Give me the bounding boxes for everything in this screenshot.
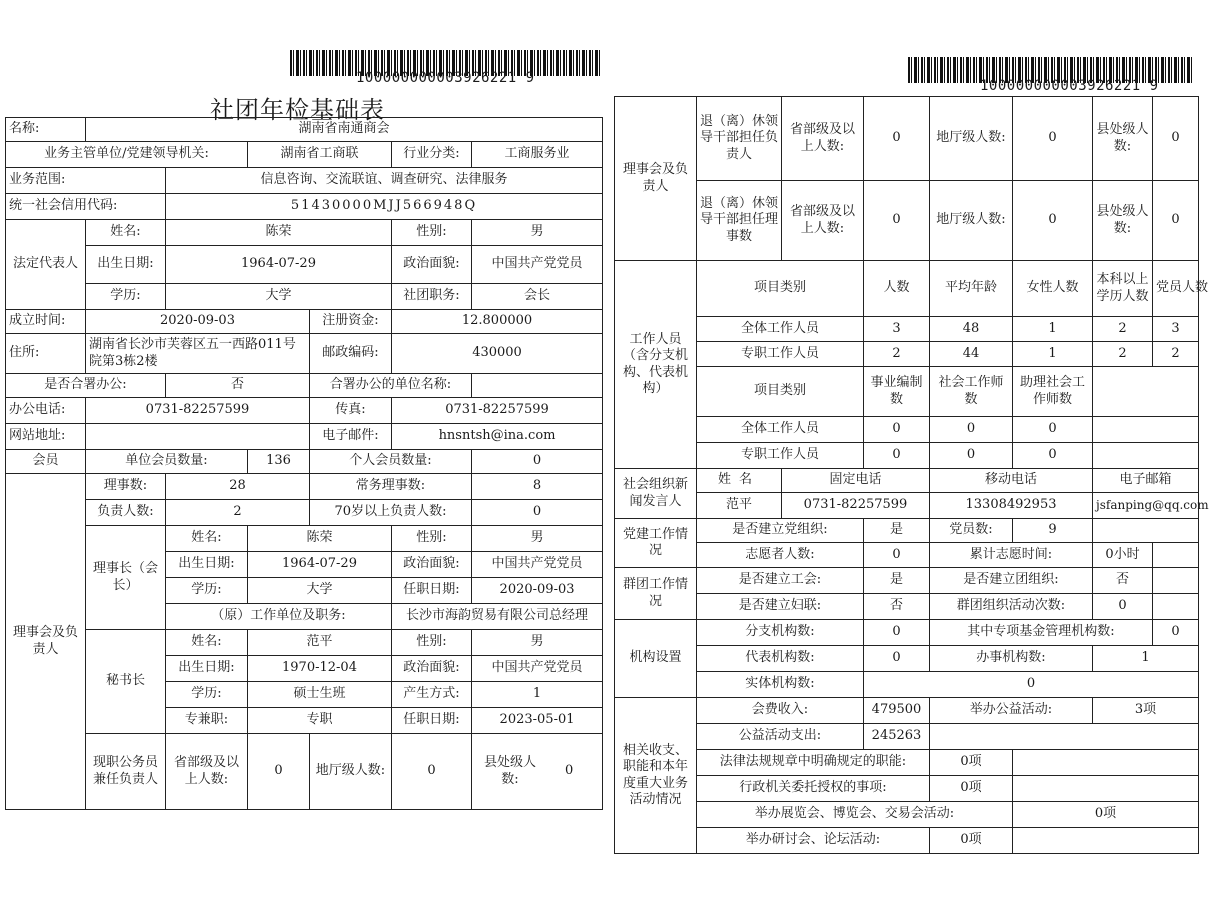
sec-edu: 硕士生班 — [248, 682, 392, 708]
volunteer-empty — [1153, 543, 1199, 568]
standing-value: 8 — [472, 474, 603, 500]
capital-label: 注册资金: — [310, 310, 392, 334]
sp-phone-header: 固定电话 — [782, 469, 930, 493]
sec-method-label: 产生方式: — [392, 682, 472, 708]
sec-method: 1 — [472, 682, 603, 708]
chair-gender: 男 — [472, 526, 603, 552]
retired-dir-dept-value: 0 — [1013, 181, 1093, 261]
rep-politics-label: 政治面貌: — [392, 246, 472, 284]
sp-email: jsfanping@qq.com — [1093, 493, 1199, 519]
website-value — [86, 424, 310, 450]
assistant-worker-header: 助理社会工作师数 — [1013, 367, 1093, 417]
sec-birth-label: 出生日期: — [166, 656, 248, 682]
official-county-cell — [472, 734, 603, 810]
entrusted-value: 0项 — [930, 776, 1013, 802]
fund-label: 其中专项基金管理机构数: — [930, 620, 1153, 646]
email-label: 电子邮件: — [310, 424, 392, 450]
staff-female-header: 女性人数 — [1013, 261, 1093, 317]
league-empty — [1153, 568, 1199, 594]
official-prov-label: 省部级及以上人数: — [166, 734, 248, 810]
party-empty — [1093, 519, 1199, 543]
unit-members-label: 单位会员数量: — [86, 450, 248, 474]
sec-gender: 男 — [472, 630, 603, 656]
founded-value: 2020-09-03 — [86, 310, 310, 334]
sp-name-header: 姓名 — [697, 469, 782, 493]
establish-header: 事业编制数 — [864, 367, 930, 417]
email-value: hnsntsh@ina.com — [392, 424, 603, 450]
chair-edu-label: 学历: — [166, 578, 248, 604]
all-staff-label: 全体工作人员 — [697, 317, 864, 342]
retired-dir-county-value: 0 — [1153, 181, 1199, 261]
chair-name-label: 姓名: — [166, 526, 248, 552]
fulltime-staff-party: 2 — [1153, 342, 1199, 367]
group-activity-value: 0 — [1093, 594, 1153, 620]
chair-term: 2020-09-03 — [472, 578, 603, 604]
party-members-value: 9 — [1013, 519, 1093, 543]
sec-name-label: 姓名: — [166, 630, 248, 656]
secretary-label: 秘书长 — [86, 630, 166, 734]
branch-value: 0 — [864, 620, 930, 646]
staff-degree-header: 本科以上学历人数 — [1093, 261, 1153, 317]
official-county-label: 县处级人数: — [483, 755, 536, 787]
all-staff-party: 3 — [1153, 317, 1199, 342]
official-prov-value: 0 — [248, 734, 310, 810]
credit-code-label: 统一社会信用代码: — [6, 194, 166, 220]
volunteer-label: 志愿者人数: — [697, 543, 864, 568]
retired-lead-prov-value: 0 — [864, 97, 930, 181]
party-org-value: 是 — [864, 519, 930, 543]
expo-value: 0项 — [1013, 802, 1199, 828]
party-members-label: 党员数: — [930, 519, 1013, 543]
fulltime-staff2-social: 0 — [930, 443, 1013, 469]
staff-item-type-header: 项目类别 — [697, 261, 864, 317]
sec-term: 2023-05-01 — [472, 708, 603, 734]
rep-birth: 1964-07-29 — [166, 246, 392, 284]
leaders-label: 负责人数: — [86, 500, 166, 526]
phone-value: 0731-82257599 — [86, 398, 310, 424]
rep-birth-label: 出生日期: — [86, 246, 166, 284]
branch-label: 分支机构数: — [697, 620, 864, 646]
address-label: 住所: — [6, 334, 86, 374]
shared-unit-label: 合署办公的单位名称: — [310, 374, 472, 398]
staff2-empty — [1093, 367, 1199, 417]
fulltime-staff2-empty — [1093, 443, 1199, 469]
office-value: 1 — [1093, 646, 1199, 672]
fee-label: 会费收入: — [697, 698, 864, 724]
sp-name: 范平 — [697, 493, 782, 519]
sec-birth: 1970-12-04 — [248, 656, 392, 682]
retired-dir-dept-label: 地厅级人数: — [930, 181, 1013, 261]
union-value: 是 — [864, 568, 930, 594]
volunteer-time-value: 0小时 — [1093, 543, 1153, 568]
rep-gender-label: 性别: — [392, 220, 472, 246]
founded-label: 成立时间: — [6, 310, 86, 334]
legal-func-label: 法律法规规章中明确规定的职能: — [697, 750, 930, 776]
chair-term-label: 任职日期: — [392, 578, 472, 604]
shared-unit-value — [472, 374, 603, 398]
standing-label: 常务理事数: — [310, 474, 472, 500]
name-label: 名称: — [6, 118, 86, 142]
charity-exp-empty — [930, 724, 1199, 750]
scope-value: 信息咨询、交流联谊、调查研究、法律服务 — [166, 168, 603, 194]
rep-name: 陈荣 — [166, 220, 392, 246]
fee-value: 479500 — [864, 698, 930, 724]
sec-parttime-label: 专兼职: — [166, 708, 248, 734]
chair-edu: 大学 — [248, 578, 392, 604]
council-label: 理事会及负责人 — [6, 474, 86, 810]
all-staff-count: 3 — [864, 317, 930, 342]
all-staff2-label: 全体工作人员 — [697, 417, 864, 443]
chair-label: 理事长（会长） — [86, 526, 166, 630]
volunteer-value: 0 — [864, 543, 930, 568]
barcode-number-right: 100000000003926221 9 — [980, 78, 1159, 94]
all-staff2-establish: 0 — [864, 417, 930, 443]
charity-value: 3项 — [1093, 698, 1199, 724]
postcode-value: 430000 — [392, 334, 603, 374]
legal-func-value: 0项 — [930, 750, 1013, 776]
supervisor-label: 业务主管单位/党建领导机关: — [6, 142, 248, 168]
social-worker-header: 社会工作师数 — [930, 367, 1013, 417]
website-label: 网站地址: — [6, 424, 86, 450]
seminar-value: 0项 — [930, 828, 1013, 854]
legal-rep-label: 法定代表人 — [6, 220, 86, 310]
sp-phone: 0731-82257599 — [782, 493, 930, 519]
form-title: 社团年检基础表 — [210, 96, 385, 124]
individual-members-label: 个人会员数量: — [310, 450, 472, 474]
industry-label: 行业分类: — [392, 142, 472, 168]
official-label: 现职公务员兼任负责人 — [86, 734, 166, 810]
official-dept-value: 0 — [392, 734, 472, 810]
industry-value: 工商服务业 — [472, 142, 603, 168]
unit-members-value: 136 — [248, 450, 310, 474]
sec-politics-label: 政治面貌: — [392, 656, 472, 682]
leaders-value: 2 — [166, 500, 310, 526]
directors-label: 理事数: — [86, 474, 166, 500]
group-activity-label: 群团组织活动次数: — [930, 594, 1093, 620]
sp-mobile-header: 移动电话 — [930, 469, 1093, 493]
retired-dir-prov-value: 0 — [864, 181, 930, 261]
shared-office-label: 是否合署办公: — [6, 374, 166, 398]
official-dept-label: 地厅级人数: — [310, 734, 392, 810]
chair-gender-label: 性别: — [392, 526, 472, 552]
retired-lead-county-label: 县处级人数: — [1093, 97, 1153, 181]
scope-label: 业务范围: — [6, 168, 166, 194]
address-value: 湖南省长沙市芙蓉区五一西路011号院第3栋2楼 — [86, 334, 310, 374]
fulltime-staff-avg-age: 44 — [930, 342, 1013, 367]
staff2-item-type-header: 项目类别 — [697, 367, 864, 417]
seminar-label: 举办研讨会、论坛活动: — [697, 828, 930, 854]
sec-politics: 中国共产党党员 — [472, 656, 603, 682]
rep-post: 会长 — [472, 284, 603, 310]
entity-value: 0 — [864, 672, 1199, 698]
members-label: 会员 — [6, 450, 86, 474]
all-staff2-empty — [1093, 417, 1199, 443]
supervisor-value: 湖南省工商联 — [248, 142, 392, 168]
retired-lead-dept-label: 地厅级人数: — [930, 97, 1013, 181]
charity-exp-value: 245263 — [864, 724, 930, 750]
fulltime-staff-count: 2 — [864, 342, 930, 367]
fulltime-staff2-assistant: 0 — [1013, 443, 1093, 469]
expo-label: 举办展览会、博览会、交易会活动: — [697, 802, 1013, 828]
directors-value: 28 — [166, 474, 310, 500]
women-value: 否 — [864, 594, 930, 620]
all-staff-avg-age: 48 — [930, 317, 1013, 342]
staff-label: 工作人员（含分支机构、代表机构） — [615, 261, 697, 469]
sec-edu-label: 学历: — [166, 682, 248, 708]
over70-value: 0 — [472, 500, 603, 526]
retired-lead-prov-label: 省部级及以上人数: — [782, 97, 864, 181]
women-label: 是否建立妇联: — [697, 594, 864, 620]
sec-name: 范平 — [248, 630, 392, 656]
volunteer-time-label: 累计志愿时间: — [930, 543, 1093, 568]
fulltime-staff-label: 专职工作人员 — [697, 342, 864, 367]
entrusted-label: 行政机关委托授权的事项: — [697, 776, 930, 802]
rep-org-label: 代表机构数: — [697, 646, 864, 672]
seminar-empty — [1013, 828, 1199, 854]
party-org-label: 是否建立党组织: — [697, 519, 864, 543]
spokesman-label: 社会组织新闻发言人 — [615, 469, 697, 519]
charity-label: 举办公益活动: — [930, 698, 1093, 724]
all-staff2-assistant: 0 — [1013, 417, 1093, 443]
postcode-label: 邮政编码: — [310, 334, 392, 374]
staff-avg-age-header: 平均年龄 — [930, 261, 1013, 317]
chair-name: 陈荣 — [248, 526, 392, 552]
right-page — [608, 0, 1209, 905]
fulltime-staff-degree: 2 — [1093, 342, 1153, 367]
charity-exp-label: 公益活动支出: — [697, 724, 864, 750]
all-staff-degree: 2 — [1093, 317, 1153, 342]
retired-dir-county-label: 县处级人数: — [1093, 181, 1153, 261]
org-label: 机构设置 — [615, 620, 697, 698]
entrusted-empty — [1013, 776, 1199, 802]
fulltime-staff-female: 1 — [1013, 342, 1093, 367]
union-label: 是否建立工会: — [697, 568, 864, 594]
rep-politics: 中国共产党党员 — [472, 246, 603, 284]
group-label: 群团工作情况 — [615, 568, 697, 620]
rep-gender: 男 — [472, 220, 603, 246]
sec-term-label: 任职日期: — [392, 708, 472, 734]
retired-lead-county-value: 0 — [1153, 97, 1199, 181]
barcode-number-left: 100000000003926221 9 — [356, 70, 535, 86]
left-form-table — [5, 117, 603, 810]
fulltime-staff2-establish: 0 — [864, 443, 930, 469]
chair-birth: 1964-07-29 — [248, 552, 392, 578]
fax-label: 传真: — [310, 398, 392, 424]
entity-label: 实体机构数: — [697, 672, 864, 698]
former-job-value: 长沙市海韵贸易有限公司总经理 — [392, 604, 603, 630]
fulltime-staff2-label: 专职工作人员 — [697, 443, 864, 469]
fax-value: 0731-82257599 — [392, 398, 603, 424]
staff-count-header: 人数 — [864, 261, 930, 317]
credit-code-value: 51430000MJJ566948Q — [166, 194, 603, 220]
chair-politics-label: 政治面貌: — [392, 552, 472, 578]
rep-post-label: 社团职务: — [392, 284, 472, 310]
retired-lead-label: 退（离）休领导干部担任负责人 — [697, 97, 782, 181]
all-staff-female: 1 — [1013, 317, 1093, 342]
sp-mobile: 13308492953 — [930, 493, 1093, 519]
party-label: 党建工作情况 — [615, 519, 697, 568]
shared-office-value: 否 — [166, 374, 310, 398]
rep-org-value: 0 — [864, 646, 930, 672]
league-label: 是否建立团组织: — [930, 568, 1093, 594]
office-label: 办事机构数: — [930, 646, 1093, 672]
fund-value: 0 — [1153, 620, 1199, 646]
name-value: 湖南省南通商会 — [86, 118, 603, 142]
right-form-table — [614, 96, 1209, 854]
phone-label: 办公电话: — [6, 398, 86, 424]
individual-members-value: 0 — [472, 450, 603, 474]
chair-birth-label: 出生日期: — [166, 552, 248, 578]
chair-politics: 中国共产党党员 — [472, 552, 603, 578]
finance-label: 相关收支、职能和本年度重大业务活动情况 — [615, 698, 697, 854]
over70-label: 70岁以上负责人数: — [310, 500, 472, 526]
sec-parttime: 专职 — [248, 708, 392, 734]
right-council-label: 理事会及负责人 — [615, 97, 697, 261]
retired-director-label: 退（离）休领导干部担任理事数 — [697, 181, 782, 261]
league-value: 否 — [1093, 568, 1153, 594]
rep-edu: 大学 — [166, 284, 392, 310]
rep-name-label: 姓名: — [86, 220, 166, 246]
retired-dir-prov-label: 省部级及以上人数: — [782, 181, 864, 261]
former-job-label: （原）工作单位及职务: — [166, 604, 392, 630]
capital-value: 12.800000 — [392, 310, 603, 334]
staff-party-header: 党员人数 — [1153, 261, 1199, 317]
all-staff2-social: 0 — [930, 417, 1013, 443]
sec-gender-label: 性别: — [392, 630, 472, 656]
retired-lead-dept-value: 0 — [1013, 97, 1093, 181]
rep-edu-label: 学历: — [86, 284, 166, 310]
official-county-value: 0 — [564, 763, 574, 779]
legal-func-empty — [1013, 750, 1199, 776]
group-activity-empty — [1153, 594, 1199, 620]
sp-email-header: 电子邮箱 — [1093, 469, 1199, 493]
